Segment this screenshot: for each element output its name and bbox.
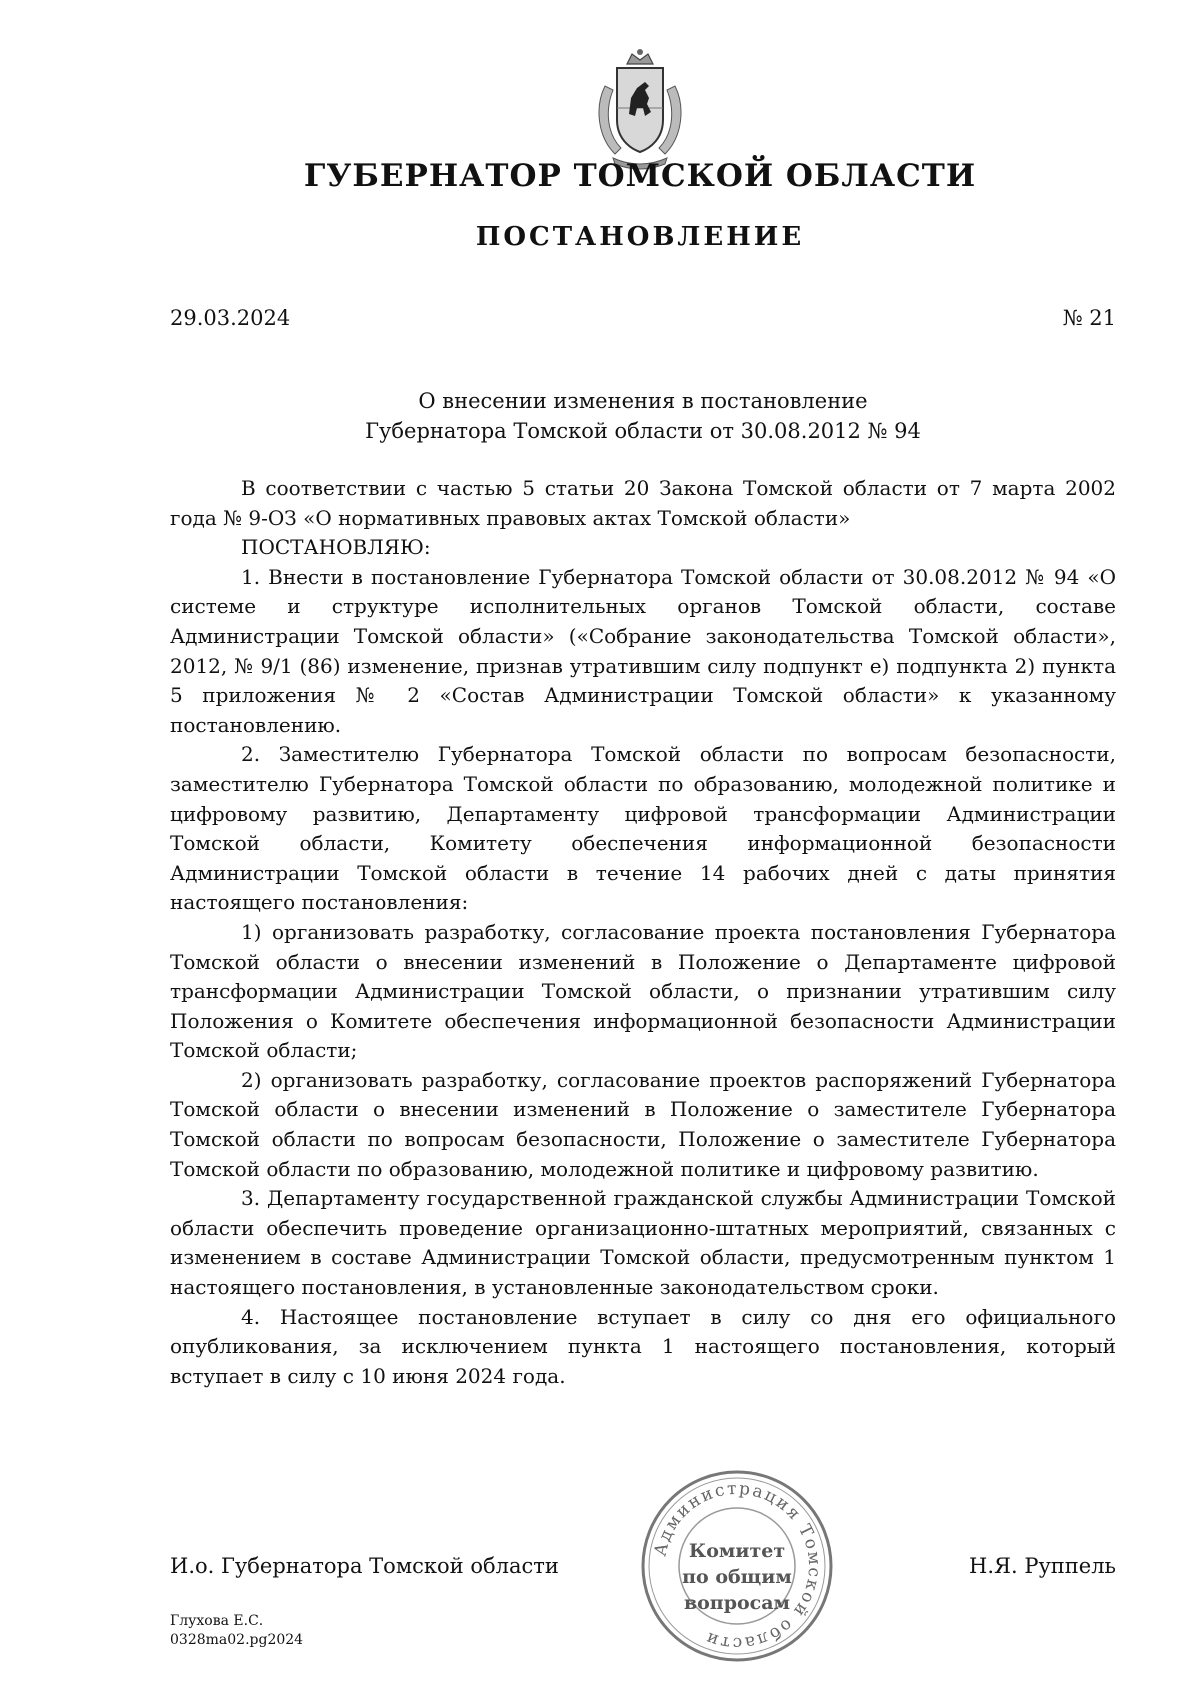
paragraph: 1. Внести в постановление Губернатора Томской области от 30.08.2012 № 94 «О системе и структуре исполнительных органов Томской области, составе Администрации Томской области» («Собрание законодательства Томской области», 2012, № 9/1 (86) изменение, признав утратившим силу подпункт е) подпункта 2) пункта 5 приложения № 2 «Состав Администрации Томской области» к указанному постановлению. <box>170 564 1116 737</box>
stamp-line: по общим <box>682 1566 792 1588</box>
document-number: № 21 <box>1062 306 1116 330</box>
executor-name: Глухова Е.С. <box>170 1613 264 1629</box>
paragraph: ПОСТАНОВЛЯЮ: <box>241 535 431 560</box>
footer-note <box>170 1612 303 1650</box>
stamp-center-text <box>637 1538 837 1616</box>
file-code: 0328ma02.pg2024 <box>170 1632 304 1648</box>
paragraph: 3. Департаменту государственной гражданской службы Администрации Томской области обеспечить проведение организационно-штатных мероприятий, связанных с изменением в составе Администрации Томской области, предусмотренным пунктом 1 настоящего постановления, в установленные законодательством сроки. <box>170 1186 1116 1300</box>
document-date: 29.03.2024 <box>170 306 291 330</box>
coat-of-arms-icon <box>585 46 695 176</box>
document-type: ПОСТАНОВЛЕНИЕ <box>475 222 805 252</box>
document-subject <box>170 386 1116 446</box>
stamp-line: вопросам <box>683 1592 791 1614</box>
signatory-name: Н.Я. Руппель <box>969 1554 1116 1578</box>
subject-line: Губернатора Томской области от 30.08.2012 № 94 <box>365 419 921 443</box>
paragraph: 4. Настоящее постановление вступает в силу со дня его официального опубликования, за исключением пункта 1 настоящего постановления, который вступает в силу с 10 июня 2024 года. <box>170 1304 1116 1388</box>
paragraph: 1) организовать разработку, согласование проекта постановления Губернатора Томской области о внесении изменений в Положение о Департаменте цифровой трансформации Администрации Томской области, о признании утратившим силу Положения о Комитете обеспечения информационной безопасности Администрации Томской области; <box>170 919 1116 1063</box>
subject-line: О внесении изменения в постановление <box>418 389 868 413</box>
paragraph: 2) организовать разработку, согласование проектов распоряжений Губернатора Томской области о внесении изменений в Положение о заместителе Губернатора Томской области по вопросам безопасности, Положение о заместителе Губернатора Томской области по образованию, молодежной политике и цифровому развитию. <box>170 1067 1116 1181</box>
paragraph: В соответствии с частью 5 статьи 20 Закона Томской области от 7 марта 2002 года № 9-ОЗ «О нормативных правовых актах Томской области» <box>170 476 1116 530</box>
paragraph: 2. Заместителю Губернатора Томской области по вопросам безопасности, заместителю Губернатора Томской области по образованию, молодежной политике и цифровому развитию, Департаменту цифровой трансформации Администрации Томской области, Комитету обеспечения информационной безопасности Администрации Томской области в течение 14 рабочих дней с даты принятия настоящего постановления: <box>170 742 1116 915</box>
stamp-line: Комитет <box>688 1540 786 1562</box>
document-body <box>170 474 1116 1391</box>
signatory-position: И.о. Губернатора Томской области <box>170 1554 559 1578</box>
issuer-title: ГУБЕРНАТОР ТОМСКОЙ ОБЛАСТИ <box>303 158 977 194</box>
stamp-ring-text: Администрация Томской области <box>650 1478 825 1654</box>
